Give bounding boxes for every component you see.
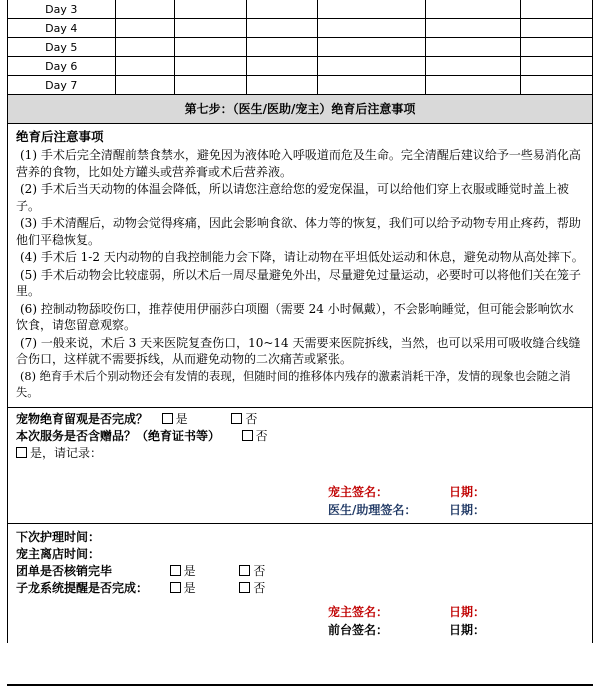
gift-yes-checkbox[interactable] <box>16 447 27 458</box>
gift-yes-label: 是，请记录： <box>30 445 103 460</box>
date-label: 日期： <box>449 502 486 517</box>
day-cell[interactable] <box>317 57 425 76</box>
observation-no-label: 否 <box>245 411 258 426</box>
reminder-yes-checkbox[interactable] <box>170 582 181 593</box>
day-cell[interactable] <box>115 19 174 38</box>
date-label: 日期： <box>449 484 486 499</box>
owner-signature-label: 宠主签名： <box>328 604 389 619</box>
day-row <box>8 38 592 57</box>
reminder-question: 子龙系统提醒是否完成： <box>16 580 149 595</box>
group-order-yes-checkbox[interactable] <box>170 565 181 576</box>
day-grid <box>8 0 592 95</box>
day-cell[interactable] <box>520 38 592 57</box>
day-label: Day 5 <box>8 38 115 57</box>
note-item: (3) 手术清醒后，动物会觉得疼痛，因此会影响食欲、体力等的恢复，我们可以给予动物专用止疼药，帮助他们平稳恢复。 <box>16 216 581 247</box>
form-sheet <box>7 0 593 643</box>
group-order-no-label: 否 <box>253 563 266 578</box>
doctor-signature-label: 医生/助理签名： <box>328 502 417 517</box>
day-cell[interactable] <box>317 19 425 38</box>
front-desk-signature-label: 前台签名： <box>328 622 389 637</box>
gift-no-checkbox[interactable] <box>242 430 253 441</box>
reminder-no-label: 否 <box>253 580 266 595</box>
checkout-section <box>8 524 592 643</box>
day-cell[interactable] <box>174 76 246 95</box>
note-item: (1) 手术后完全清醒前禁食禁水，避免因为液体呛入呼吸道而危及生命。完全清醒后建议给予一些易消化高营养的食物，比如处方罐头或营养膏或术后营养液。 <box>16 148 581 179</box>
day-cell[interactable] <box>520 76 592 95</box>
group-order-no-checkbox[interactable] <box>239 565 250 576</box>
note-item: (8) 绝育手术后个别动物还会有发情的表现，但随时间的推移体内残存的激素消耗干净，发情的现象也会随之消失。 <box>16 369 571 399</box>
date-label: 日期： <box>449 604 486 619</box>
observation-yes-checkbox[interactable] <box>162 413 173 424</box>
day-cell[interactable] <box>246 38 317 57</box>
day-row <box>8 57 592 76</box>
note-item: (4) 手术后 1-2 天内动物的自我控制能力会下降，请让动物在平坦低处运动和休息，避免动物从高处摔下。 <box>20 250 584 264</box>
day-cell[interactable] <box>425 0 520 19</box>
note-item: (2) 手术后当天动物的体温会降低，所以请您注意给您的爱宠保温，可以给他们穿上衣服或睡觉时盖上被子。 <box>16 182 569 213</box>
note-item: (7) 一般来说，术后 3 天来医院复查伤口，10~14 天需要来医院拆线，当然，也可以采用可吸收缝合线缝合伤口，这样就不需要拆线，从而避免动物的二次痛苦或紧张。 <box>16 335 581 366</box>
group-order-question: 团单是否核销完毕 <box>16 563 113 578</box>
observation-question: 宠物绝育留观是否完成？ <box>16 411 149 426</box>
day-cell[interactable] <box>246 0 317 19</box>
notes-section <box>8 124 592 408</box>
date-label: 日期： <box>449 622 486 637</box>
day-label: Day 7 <box>8 76 115 95</box>
day-label: Day 6 <box>8 57 115 76</box>
day-cell[interactable] <box>425 38 520 57</box>
gift-question: 本次服务是否含赠品？（绝育证书等） <box>16 428 221 443</box>
notes-title: 绝育后注意事项 <box>16 129 104 144</box>
day-cell[interactable] <box>115 38 174 57</box>
day-cell[interactable] <box>425 19 520 38</box>
day-cell[interactable] <box>317 38 425 57</box>
day-cell[interactable] <box>115 0 174 19</box>
day-cell[interactable] <box>174 38 246 57</box>
observation-no-checkbox[interactable] <box>231 413 242 424</box>
day-cell[interactable] <box>520 0 592 19</box>
day-cell[interactable] <box>425 57 520 76</box>
day-cell[interactable] <box>520 19 592 38</box>
next-care-time-label: 下次护理时间： <box>16 529 101 544</box>
day-cell[interactable] <box>115 76 174 95</box>
day-cell[interactable] <box>425 76 520 95</box>
day-label: Day 4 <box>8 19 115 38</box>
step-title: 第七步：（医生/医助/宠主）绝育后注意事项 <box>8 95 592 124</box>
owner-signature-label: 宠主签名： <box>328 484 389 499</box>
reminder-yes-label: 是 <box>183 580 196 595</box>
day-row <box>8 19 592 38</box>
day-label: Day 3 <box>8 0 115 19</box>
gift-no-label: 否 <box>255 428 268 443</box>
observation-section <box>8 408 592 524</box>
day-cell[interactable] <box>317 76 425 95</box>
note-item: (6) 控制动物舔咬伤口，推荐使用伊丽莎白项圈（需要 24 小时佩戴），不会影响睡觉，但可能会影响饮水饮食，请您留意观察。 <box>16 301 574 332</box>
day-cell[interactable] <box>520 57 592 76</box>
day-cell[interactable] <box>115 57 174 76</box>
day-cell[interactable] <box>174 0 246 19</box>
day-cell[interactable] <box>246 57 317 76</box>
day-cell[interactable] <box>246 19 317 38</box>
day-cell[interactable] <box>174 19 246 38</box>
day-cell[interactable] <box>246 76 317 95</box>
observation-yes-label: 是 <box>175 411 188 426</box>
day-row <box>8 76 592 95</box>
group-order-yes-label: 是 <box>183 563 196 578</box>
leave-time-label: 宠主离店时间： <box>16 546 101 561</box>
day-cell[interactable] <box>174 57 246 76</box>
day-cell[interactable] <box>317 0 425 19</box>
note-item: (5) 手术后动物会比较虚弱，所以术后一周尽量避免外出，尽量避免过量运动，必要时可以将他们关在笼子里。 <box>16 267 581 298</box>
reminder-no-checkbox[interactable] <box>239 582 250 593</box>
day-row <box>8 0 592 19</box>
